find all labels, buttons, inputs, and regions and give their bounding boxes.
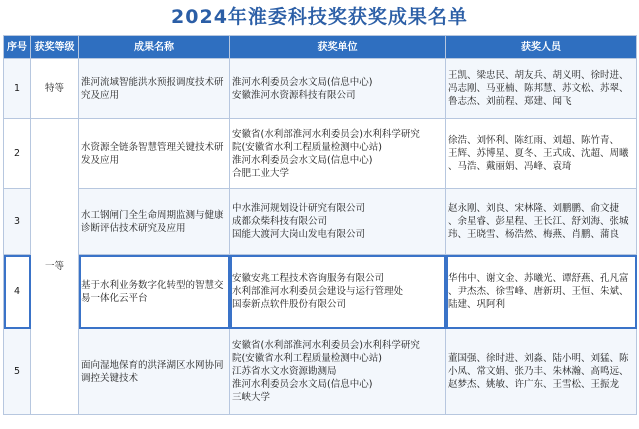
- unit-line: 安徽淮河水资源科技有限公司: [232, 89, 356, 101]
- awards-table: [3, 35, 637, 415]
- unit-line: 淮河水利委员会水文局(信息中心): [232, 76, 373, 88]
- row-index: 3: [4, 189, 31, 255]
- unit-line: 江苏省水文水资源勘测局: [232, 366, 337, 377]
- achievement-name: 面向湿地保育的洪泽湖区水网协同调控关键技术: [79, 329, 230, 415]
- award-units: [230, 329, 446, 415]
- people-line: 华伟中、谢文金、苏曦光、谭舒燕、孔凡富: [448, 273, 629, 284]
- unit-line: 三峡大学: [232, 392, 271, 403]
- header-name: 成果名称: [79, 36, 230, 59]
- unit-line: 成都众柴科技有限公司: [232, 216, 328, 227]
- people-line: 赵永刚、刘良、宋林隆、刘鹏鹏、俞文捷: [448, 203, 620, 214]
- header-row: [4, 36, 637, 59]
- award-units: [230, 189, 446, 255]
- people-line: 、余星睿、彭星程、王长江、舒刘海、张城: [448, 216, 629, 227]
- award-people: [446, 59, 637, 119]
- header-level: 获奖等级: [31, 36, 79, 59]
- award-units: [230, 119, 446, 189]
- achievement-name: 水工钢闸门全生命周期监测与健康诊断评估技术研究及应用: [79, 189, 230, 255]
- people-line: 小凤、常文娟、张乃丰、朱林瀚、高鸣远、: [448, 366, 629, 377]
- header-index: 序号: [4, 36, 31, 59]
- unit-line: 安徽省(水利部淮河水利委员会)水利科学研究: [232, 340, 420, 351]
- table-row: [4, 189, 637, 255]
- people-line: 、尹杰杰、徐雪峰、唐新玥、王恒、朱斌、: [448, 286, 629, 297]
- award-people: [446, 119, 637, 189]
- unit-line: 安徽省(水利部淮河水利委员会)水利科学研究: [232, 128, 420, 140]
- table-row: [4, 59, 637, 119]
- award-level-first: 一等: [31, 119, 79, 415]
- unit-line: 国泰新点软件股份有限公司: [232, 299, 347, 310]
- unit-line: 合肥工业大学: [232, 167, 290, 179]
- award-units: [230, 255, 446, 329]
- unit-line: 国能大渡河大岗山发电有限公司: [232, 229, 366, 240]
- unit-line: 淮河水利委员会水文局(信息中心): [232, 379, 373, 390]
- unit-line: 中水淮河规划设计研究有限公司: [232, 203, 366, 214]
- page-title: 2024年淮委科技奖获奖成果名单: [171, 6, 468, 28]
- unit-line: 水利部淮河水利委员会建设与运行管理处: [232, 286, 404, 297]
- header-people: 获奖人员: [446, 36, 637, 59]
- people-line: 鲁志杰、刘前程、郑建、闻飞: [448, 96, 572, 107]
- row-index: 1: [4, 59, 31, 119]
- people-line: 徐浩、刘怀利、陈红雨、刘超、陈竹青、: [448, 135, 620, 146]
- achievement-name: 淮河流域智能洪水预报调度技术研究及应用: [79, 59, 230, 119]
- unit-line: 安徽安兆工程技术咨询服务有限公司: [232, 273, 385, 284]
- award-people: [446, 255, 637, 329]
- award-people: [446, 189, 637, 255]
- people-line: 陆建、巩阿利: [448, 299, 506, 310]
- row-index: 4: [4, 255, 31, 329]
- unit-line: 院(安徽省水利工程质量检测中心站): [232, 141, 382, 153]
- header-unit: 获奖单位: [230, 36, 446, 59]
- row-index: 5: [4, 329, 31, 415]
- people-line: 、马浩、戴丽娟、冯峰、袁琦: [448, 161, 572, 172]
- people-line: 董国强、徐时进、刘淼、陆小明、刘猛、陈: [448, 353, 629, 364]
- people-line: 玮、王晓雪、杨浩然、梅燕、肖鹏、蒲良: [448, 229, 620, 240]
- unit-line: 院(安徽省水利工程质量检测中心站): [232, 353, 382, 364]
- people-line: 赵梦杰、姚敏、许广东、王雪松、王振龙: [448, 379, 620, 390]
- table-row: [4, 329, 637, 415]
- achievement-name: 水资源全链条智慧管理关键技术研发及应用: [79, 119, 230, 189]
- table-row: [4, 119, 637, 189]
- row-index: 2: [4, 119, 31, 189]
- people-line: 王凯、梁忠民、胡友兵、胡义明、徐时进、: [448, 70, 629, 81]
- achievement-name: 基于水利业务数字化转型的智慧交易一体化云平台: [79, 255, 230, 329]
- people-line: 王辉、苏博星、夏冬、王式成、沈超、周曦: [448, 148, 629, 159]
- award-units: [230, 59, 446, 119]
- table-row: [4, 255, 637, 329]
- award-level-special: 特等: [31, 59, 79, 119]
- people-line: 冯志刚、马亚楠、陈邦慧、苏文松、苏翠、: [448, 83, 629, 94]
- award-people: [446, 329, 637, 415]
- unit-line: 淮河水利委员会水文局(信息中心): [232, 154, 373, 166]
